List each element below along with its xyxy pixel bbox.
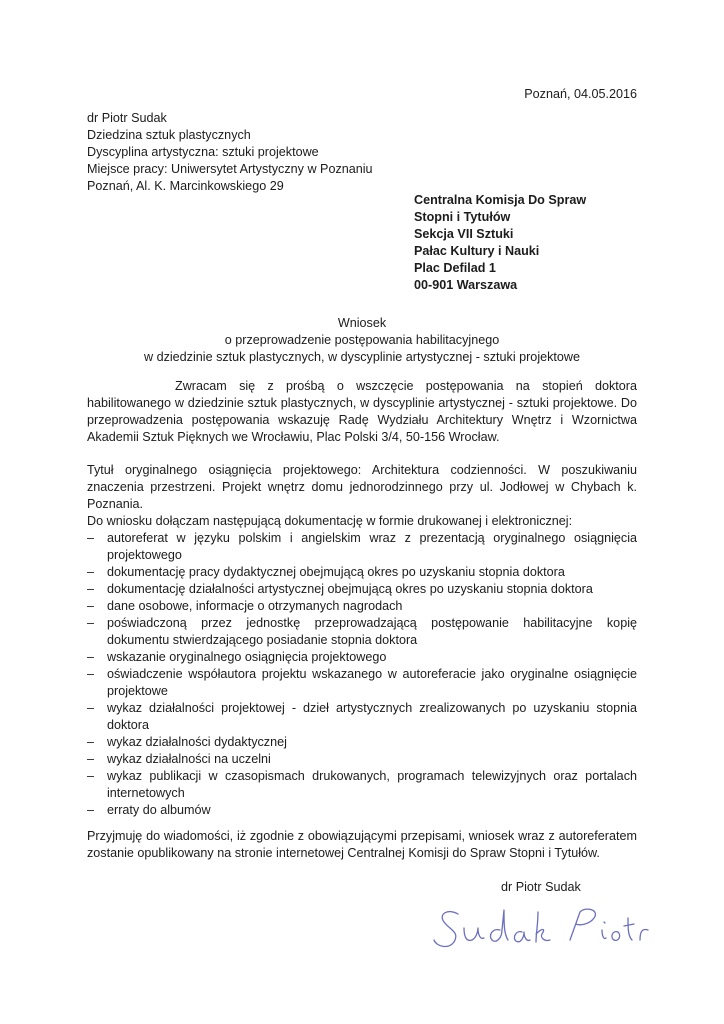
attachment-item (87, 700, 637, 734)
attachment-text: oświadczenie współautora projektu wskazanego w autoreferacie jako oryginalne osiągnięcie projektowe (107, 667, 637, 698)
attachment-item (87, 581, 637, 598)
title-line: o przeprowadzenie postępowania habilitacyjnego (224, 333, 500, 347)
attachment-text: autoreferat w języku polskim i angielskim wraz z prezentacją oryginalnego osiągnięcia projektowego (107, 531, 637, 562)
date-line: Poznań, 04.05.2016 (524, 87, 637, 101)
handwritten-signature (430, 900, 660, 960)
list-dash: – (87, 803, 95, 817)
list-dash: – (87, 701, 95, 715)
recipient-line: Stopni i Tytułów (414, 210, 511, 224)
paragraph-achievement: Tytuł oryginalnego osiągnięcia projektowego: Architektura codzienności. W poszukiwaniu znaczenia przestrzeni. Projekt wnętrz domu jednorodzinnego przy ul. Jodłowej w Chybach k. Poznania. (87, 463, 637, 511)
sender-name: dr Piotr Sudak (87, 111, 167, 125)
paragraph-attachments-intro: Do wniosku dołączam następującą dokumentację w formie drukowanej i elektronicznej: (87, 514, 573, 528)
attachment-text: dokumentację działalności artystycznej obejmującą okres po uzyskaniu stopnia doktora (107, 582, 593, 596)
attachment-text: wykaz działalności projektowej - dzieł artystycznych zrealizowanych po uzyskaniu stopnia doktora (107, 701, 637, 732)
list-dash: – (87, 735, 95, 749)
recipient-line: Plac Defilad 1 (414, 261, 496, 275)
list-dash: – (87, 616, 95, 630)
attachment-text: dane osobowe, informacje o otrzymanych nagrodach (107, 599, 403, 613)
sender-discipline: Dyscyplina artystyczna: sztuki projektowe (87, 145, 319, 159)
title-line: w dziedzinie sztuk plastycznych, w dyscyplinie artystycznej - sztuki projektowe (143, 350, 581, 364)
recipient-block (414, 192, 586, 294)
attachment-item (87, 564, 637, 581)
title-line: Wniosek (337, 316, 387, 330)
list-dash: – (87, 752, 95, 766)
attachment-text: wykaz działalności dydaktycznej (107, 735, 287, 749)
attachment-text: poświadczoną przez jednostkę przeprowadzającą postępowanie habilitacyjne kopię dokumentu stwierdzającego posiadanie stopnia doktora (107, 616, 637, 647)
list-dash: – (87, 769, 95, 783)
paragraph-request: Zwracam się z prośbą o wszczęcie postępowania na stopień doktora habilitowanego w dziedzinie sztuk plastycznych, w dyscyplinie artystycznej - sztuki projektowe. Do przeprowadzenia postępowania wskazuję Radę Wydziału Architektury Wnętrz i Wzornictwa Akademii Sztuk Pięknych we Wrocławiu, Plac Polski 3/4, 50-156 Wrocław. (87, 379, 637, 444)
attachment-item (87, 768, 637, 802)
attachment-text: wykaz publikacji w czasopismach drukowanych, programach telewizyjnych oraz portalach internetowych (107, 769, 637, 800)
recipient-line: Centralna Komisja Do Spraw (414, 193, 587, 207)
list-dash: – (87, 565, 95, 579)
sender-field: Dziedzina sztuk plastycznych (87, 128, 251, 142)
attachment-text: wskazanie oryginalnego osiągnięcia projektowego (107, 650, 387, 664)
recipient-line: Sekcja VII Sztuki (414, 227, 514, 241)
signer-name: dr Piotr Sudak (501, 880, 581, 894)
list-dash: – (87, 650, 95, 664)
recipient-line: Pałac Kultury i Nauki (414, 244, 540, 258)
list-dash: – (87, 599, 95, 613)
attachment-item (87, 666, 637, 700)
attachment-text: dokumentację pracy dydaktycznej obejmującą okres po uzyskaniu stopnia doktora (107, 565, 565, 579)
attachment-item (87, 615, 637, 649)
attachment-text: erraty do albumów (107, 803, 211, 817)
request-title (87, 315, 637, 366)
recipient-line: 00-901 Warszawa (414, 278, 518, 292)
list-dash: – (87, 667, 95, 681)
list-dash: – (87, 582, 95, 596)
attachment-item (87, 530, 637, 564)
attachment-item (87, 802, 637, 819)
list-dash: – (87, 531, 95, 545)
sender-address: Poznań, Al. K. Marcinkowskiego 29 (87, 179, 284, 193)
attachment-item (87, 598, 637, 615)
paragraph-publication-notice: Przyjmuję do wiadomości, iż zgodnie z obowiązującymi przepisami, wniosek wraz z autoreferatem zostanie opublikowany na stronie internetowej Centralnej Komisji do Spraw Stopni i Tytułów. (87, 829, 637, 860)
attachment-item (87, 734, 637, 751)
attachment-item (87, 649, 637, 666)
sender-block (87, 110, 537, 195)
attachment-item (87, 751, 637, 768)
attachment-text: wykaz działalności na uczelni (107, 752, 271, 766)
attachments-list (87, 530, 637, 819)
sender-workplace: Miejsce pracy: Uniwersytet Artystyczny w Poznaniu (87, 162, 373, 176)
